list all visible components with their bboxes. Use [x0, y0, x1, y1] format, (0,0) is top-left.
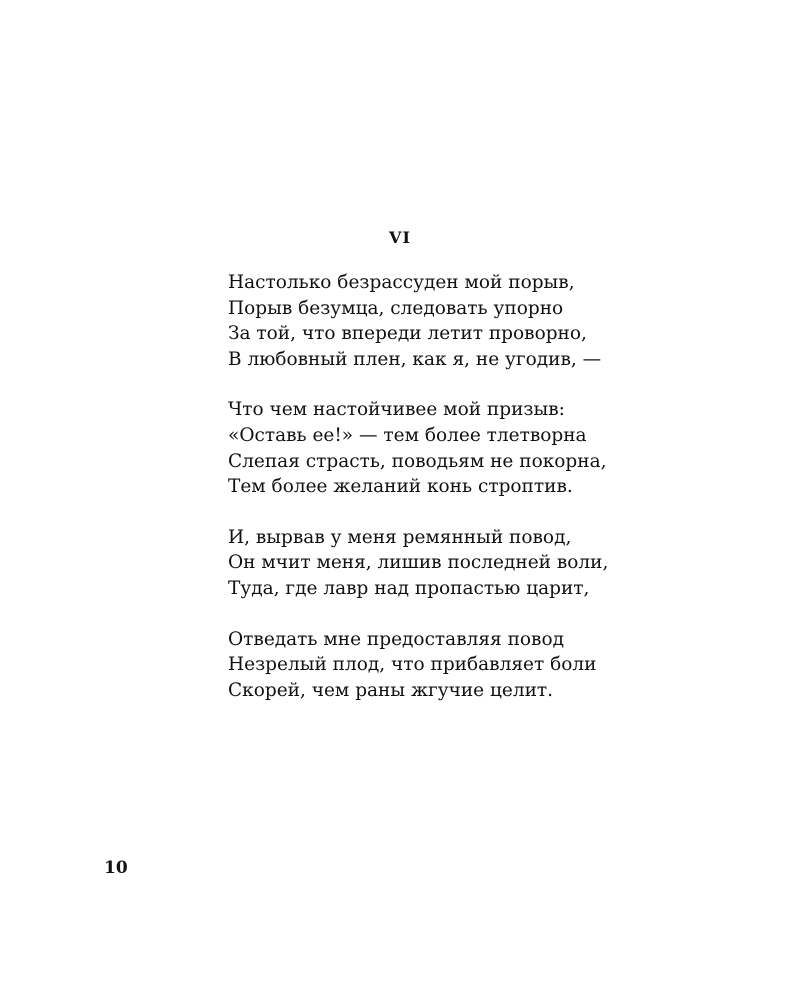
page-number: 10 [104, 858, 128, 878]
verse-line: Порыв безумца, следовать упорно [228, 297, 564, 319]
verse-line: В любовный плен, как я, не угодив, — [228, 348, 602, 370]
stanza [228, 397, 708, 499]
poem-heading: VI [389, 228, 411, 247]
verse-line: Он мчит меня, лишив последней воли, [228, 552, 609, 574]
verse-line: Скорей, чем раны жгучие целит. [228, 679, 554, 701]
verse-line: Незрелый плод, что прибавляет боли [228, 654, 597, 676]
verse-line: Туда, где лавр над пропастью царит, [228, 577, 590, 599]
verse-line: Тем более желаний конь строптив. [228, 476, 573, 498]
verse-line: Настолько безрассуден мой порыв, [228, 272, 575, 293]
stanza [228, 270, 708, 372]
verse-line: Отведать мне предоставляя повод [228, 628, 564, 650]
poem-body [228, 270, 708, 728]
verse-line: За той, что впереди летит проворно, [228, 323, 587, 345]
verse-line: Что чем настойчивее мой призыв: [228, 399, 565, 421]
verse-line: И, вырвав у меня ремянный повод, [228, 526, 572, 548]
verse-line: Слепая страсть, поводьям не покорна, [228, 450, 607, 472]
stanza [228, 525, 708, 602]
stanza [228, 627, 708, 704]
verse-line: «Оставь ее!» — тем более тлетворна [228, 424, 587, 446]
